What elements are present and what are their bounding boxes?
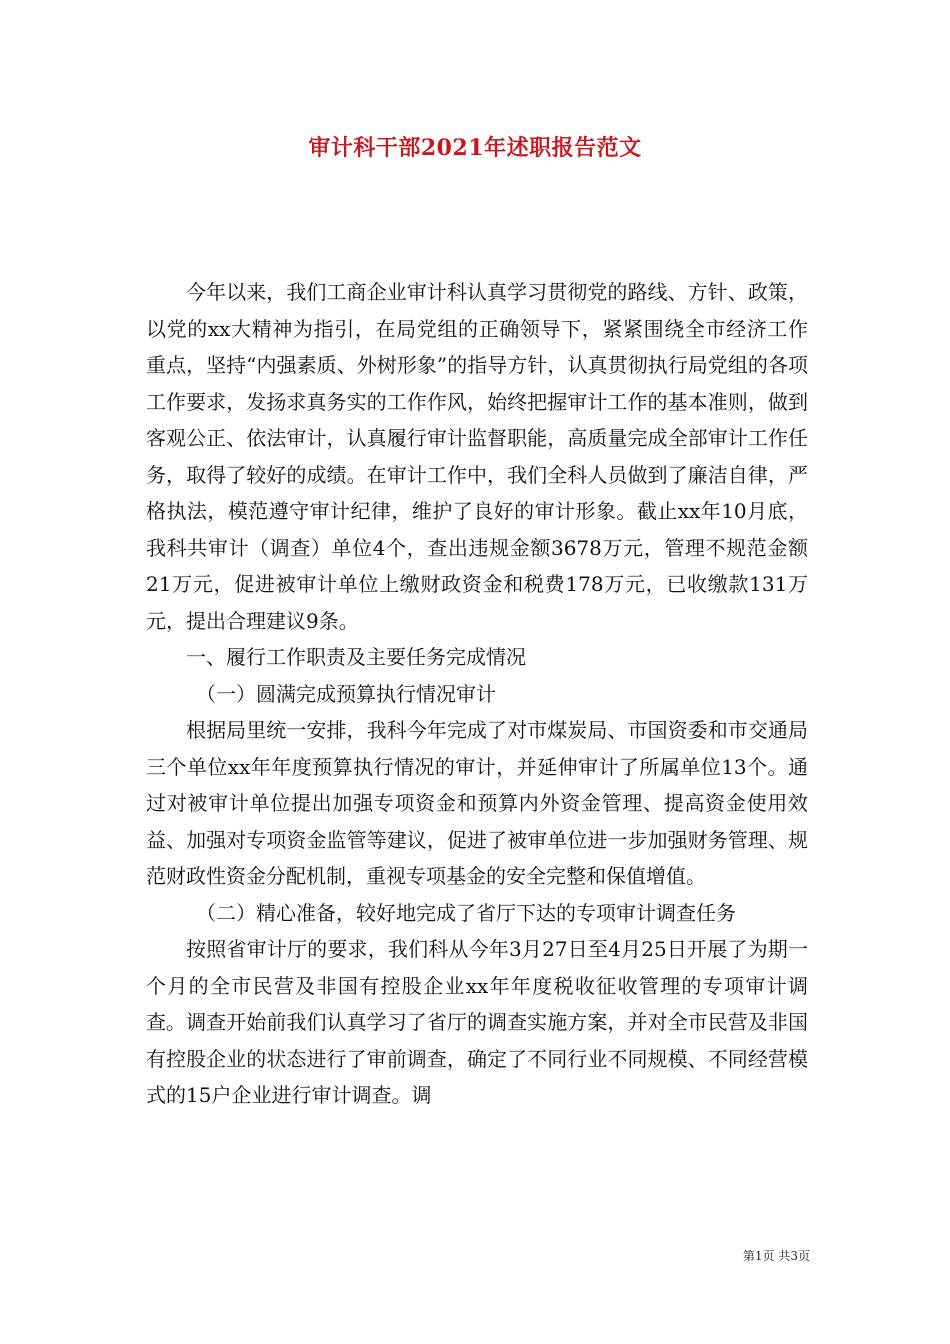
page-number: 第1页 共3页 (742, 1249, 810, 1263)
section-heading-1: 一、履行工作职责及主要任务完成情况 (186, 645, 526, 669)
document-body (146, 274, 808, 1114)
document-title: 审计科干部2021年述职报告范文 (308, 135, 642, 161)
paragraph-intro: 今年以来，我们工商企业审计科认真学习贯彻党的路线、方针、政策，以党的xx大精神为指引，在局党组的正确领导下，紧紧围绕全市经济工作重点，坚持“内强素质、外树形象”的指导方针，认真贯彻执行局党组的各项工作要求，发扬求真务实的工作作风，始终把握审计工作的基本准则，做到客观公正、依法审计，认真履行审计监督职能，高质量完成全部审计工作任务，取得了较好的成绩。在审计工作中，我们全科人员做到了廉洁自律，严格执法，模范遵守审计纪律，维护了良好的审计形象。截止xx年10月底，我科共审计（调查）单位4个，查出违规金额3678万元，管理不规范金额21万元，促进被审计单位上缴财政资金和税费178万元，已收缴款131万元，提出合理建议9条。 (146, 280, 808, 633)
subsection-heading-1: （一）圆满完成预算执行情况审计 (196, 681, 496, 706)
paragraph-budget-audit: 根据局里统一安排，我科今年完成了对市煤炭局、市国资委和市交通局三个单位xx年年度预算执行情况的审计，并延伸审计了所属单位13个。通过对被审计单位提出加强专项资金和预算内外资金管理、提高资金使用效益、加强对专项资金监管等建议，促进了被审单位进一步加强财务管理、规范财政性资金分配机制，重视专项基金的安全完整和保值增值。 (146, 718, 808, 888)
paragraph-special-audit: 按照省审计厅的要求，我们科从今年3月27日至4月25日开展了为期一个月的全市民营及非国有控股企业xx年年度税收征收管理的专项审计调查。调查开始前我们认真学习了省厅的调查实施方案，并对全市民营及非国有控股企业的状态进行了审前调查，确定了不同行业不同规模、不同经营模式的15户企业进行审计调查。调 (146, 937, 808, 1107)
subsection-heading-2: （二）精心准备，较好地完成了省厅下达的专项审计调查任务 (196, 900, 736, 925)
